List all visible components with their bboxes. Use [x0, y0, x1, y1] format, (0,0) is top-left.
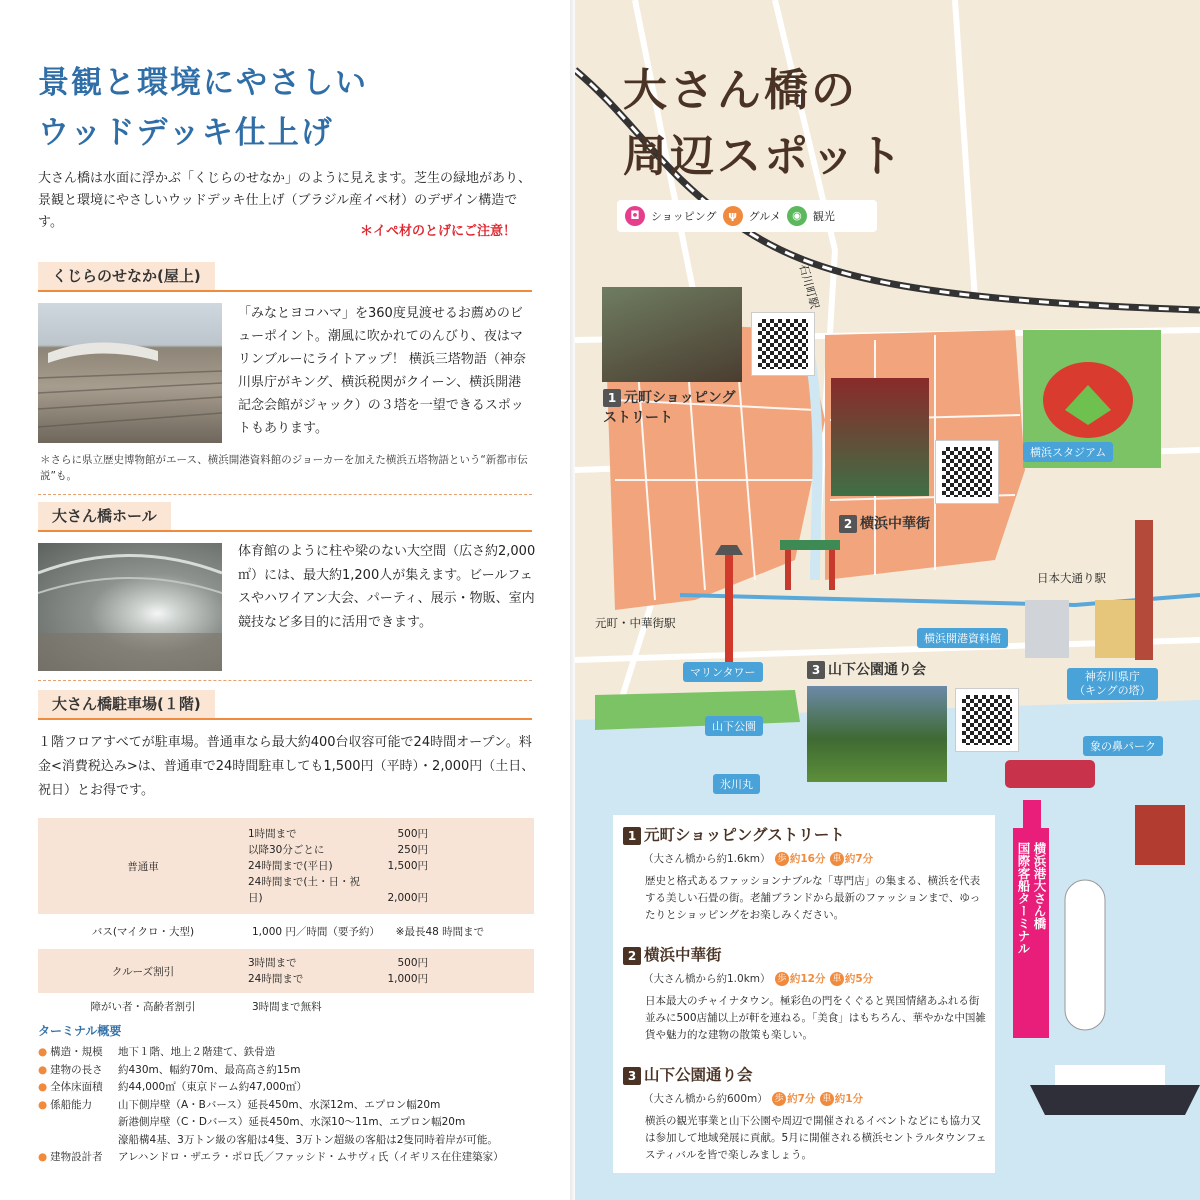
walk-icon: 歩	[775, 972, 789, 986]
left-page	[0, 0, 572, 1200]
car-icon: 車	[830, 972, 844, 986]
divider	[38, 680, 532, 681]
car-icon: 車	[820, 1092, 834, 1106]
tag-zou-park: 象の鼻パーク	[1083, 736, 1163, 756]
info-text-chinatown: 日本最大のチャイナタウン。極彩色の門をくぐると異国情緒あふれる街並みに500店舗以上が軒を連ねる。「美食」はもちろん、華やかな中国雑貨や魅力的な建物の散策も楽しい。	[645, 995, 986, 1041]
tag-yamashita-park: 山下公園	[705, 716, 763, 736]
info-title-yamashita: 3 山下公園通り会	[623, 1063, 753, 1085]
terminal-row: ● 構造・規模 地下１階、地上２階建て、鉄骨造	[38, 1044, 504, 1062]
info-distance-yamashita: （大さん橋から約600m） 歩 約7分 車 約1分	[643, 1093, 864, 1105]
parking-fee-table	[38, 818, 534, 1020]
map-title: 大さん橋の 周辺スポット	[623, 65, 905, 182]
info-text-yamashita: 横浜の観光事業と山下公園や周辺で開催されるイベントなどにも協力又は参加して地域発展に貢献。5月に開催される横浜セントラルタウンフェスティバルを皆で楽しみましょう。	[645, 1115, 987, 1161]
terminal-row: ● 係船能力 山下側岸壁（A・Bバース）延長450m、水深12m、エプロン幅20m	[38, 1097, 504, 1115]
tag-kanagawa: 神奈川県庁 （キングの塔）	[1067, 668, 1158, 700]
terminal-row: ● 建物の長さ 約430m、幅約70m、最高高さ約15m	[38, 1062, 504, 1080]
title-line-1: 景観と環境にやさしい	[38, 65, 368, 101]
tag-marine-tower: マリンタワー	[683, 662, 763, 682]
qr-code-chinatown[interactable]	[935, 440, 999, 504]
section-heading-roof: くじらのせなか(屋上)	[38, 262, 532, 292]
info-distance-chinatown: （大さん橋から約1.0km） 歩 約12分 車 約5分	[643, 973, 874, 985]
roof-note: ＊さらに県立歴史博物館がエース、横浜開港資料館のジョーカーを加えた横浜五塔物語という“新都市伝説”も。	[40, 454, 528, 482]
parking-text: １階フロアすべてが駐車場。普通車なら最大約400台収容可能で24時間オープン。料金<消費税込み>は、普通車で24時間駐車しても1,500円（平時）・2,000円（土日、祝日）とお得です。	[38, 735, 535, 798]
warning-text: ＊イペ材のとげにご注意！	[360, 224, 517, 239]
station-ishikawacho: 石川町駅	[796, 262, 822, 311]
terminal-row: ● 全体床面積 約44,000㎡（東京ドーム約47,000㎡）	[38, 1079, 504, 1097]
info-title-motomachi: 1 元町ショッピングストリート	[623, 823, 845, 845]
tag-archives: 横浜開港資料館	[917, 628, 1008, 648]
spot-info-panel	[613, 815, 995, 1173]
roof-photo	[38, 303, 222, 443]
yamashita-photo	[807, 686, 947, 782]
spot-label-motomachi: 1 元町ショッピング ストリート	[603, 390, 736, 426]
divider	[38, 494, 532, 495]
intro-text: 大さん橋は水面に浮かぶ「くじらのせなか」のように見えます。芝生の緑地があり、景観と環境にやさしいウッドデッキ仕上げ（ブラジル産イペ材）のデザイン構造です。	[38, 171, 531, 230]
station-motomachi: 元町・中華街駅	[595, 616, 676, 630]
chinatown-photo	[831, 378, 929, 496]
fee-row-cruise: クルーズ割引 3時間まで 500円 24時間まで 1,000円	[38, 949, 534, 993]
hall-photo-drawing	[38, 543, 222, 671]
pier-label: 横浜港大さん橋 国際客船ターミナル	[1016, 842, 1047, 955]
walk-icon: 歩	[772, 1092, 786, 1106]
map-page	[575, 0, 1200, 1200]
station-nihonodori: 日本大通り駅	[1037, 571, 1106, 585]
motomachi-photo	[602, 287, 742, 382]
fork-knife-icon: ψ	[723, 206, 743, 226]
map-legend: ◘ ショッピング ψ グルメ ◉ 観光	[617, 200, 877, 232]
walk-icon: 歩	[775, 852, 789, 866]
camera-icon: ◉	[787, 206, 807, 226]
terminal-heading: ターミナル概要	[38, 1024, 122, 1038]
terminal-overview	[38, 1044, 504, 1167]
qr-code-yamashita[interactable]	[955, 688, 1019, 752]
terminal-row: 新港側岸壁（C・Dバース）延長450m、水深10～11m、エプロン幅20m	[118, 1116, 466, 1128]
roof-text: 「みなとヨコハマ」を360度見渡せるお薦めのビューポイント。潮風に吹かれてのんびり、夜はマリンブルーにライトアップ！ 横浜三塔物語（神奈川県庁がキング、横浜税関がクイーン、横浜開港記念会館がジャック）の３塔を一望できるスポットもあります。	[238, 306, 526, 436]
info-text-motomachi: 歴史と格式あるファッションナブルな「専門店」の集まる、横浜を代表する美しい石畳の街。老舗ブランドから最新のファッションまで、ゆったりとショッピングをお楽しみください。	[645, 875, 981, 921]
spot-label-yamashita: 3 山下公園通り会	[807, 660, 926, 680]
fee-row-disabled: 障がい者・高齢者割引 3時間まで無料	[38, 993, 534, 1020]
page-title	[38, 58, 368, 158]
section-heading-hall: 大さん橋ホール	[38, 502, 532, 532]
roof-photo-drawing	[38, 303, 222, 443]
car-icon: 車	[830, 852, 844, 866]
info-distance-motomachi: （大さん橋から約1.6km） 歩 約16分 車 約7分	[643, 853, 874, 865]
fee-row-regular: 普通車 1時間まで 500円 以降30分ごとに 250円 24時間まで(平日) 1,500円 24時間まで(土・日・祝日) 2,000円	[38, 818, 534, 914]
fee-row-bus: バス(マイクロ・大型) 1,000 円／時間（要予約） ※最長48 時間まで	[38, 914, 534, 949]
title-line-2: ウッドデッキ仕上げ	[38, 115, 334, 151]
shopping-bag-icon: ◘	[625, 206, 645, 226]
info-title-chinatown: 2 横浜中華街	[623, 943, 722, 965]
hall-text: 体育館のように柱や梁のない大空間（広さ約2,000㎡）には、最大約1,200人が集えます。ビールフェスやハワイアン大会、パーティ、展示・物販、室内競技など多目的に活用できます。	[238, 544, 536, 630]
terminal-row: 濠船構4基、3万トン級の客船は4隻、3万トン超級の客船は2隻同時着岸が可能。	[118, 1133, 498, 1146]
tag-hikawamaru: 氷川丸	[713, 774, 760, 794]
spot-label-chinatown: 2 横浜中華街	[839, 514, 930, 534]
qr-code-motomachi[interactable]	[751, 312, 815, 376]
tag-stadium: 横浜スタジアム	[1023, 442, 1113, 462]
terminal-row: ● 建物設計者 アレハンドロ・ザエラ・ポロ氏／ファッシド・ムサヴィ氏（イギリス在住建築家）	[38, 1149, 504, 1167]
hall-photo	[38, 543, 222, 671]
section-heading-parking: 大さん橋駐車場(１階)	[38, 690, 532, 720]
fee-category: 普通車	[127, 860, 159, 873]
